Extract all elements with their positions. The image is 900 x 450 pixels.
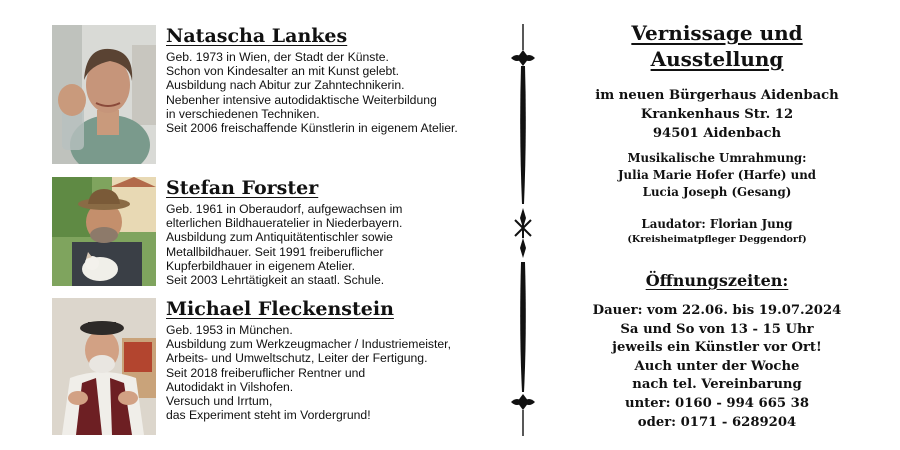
artist-description [166,202,506,287]
event-title [560,20,874,72]
bio-line: Geb. 1953 in München. [166,323,293,337]
opening-hours [560,302,874,432]
artist-photo-stefan [52,177,156,286]
venue-line: 94501 Aidenbach [652,126,782,141]
bio-line: Autodidakt in Vilshofen. [166,379,294,394]
event-laudator [560,216,874,247]
artist-description [166,50,506,135]
artist-bio [166,177,506,287]
laudator-note: (Kreisheimatpfleger Deggendorf) [627,234,807,245]
hours-line: Sa und So von 13 - 15 Uhr [620,321,814,337]
bio-line: Seit 2003 Lehrtätigkeit an staatl. Schule. [166,273,385,288]
artist-name: Michael Fleckenstein [166,298,394,320]
bio-line: Nebenher intensive autodidaktische Weiterbildung [166,92,437,107]
hours-line: Dauer: vom 22.06. bis 19.07.2024 [592,303,842,318]
artist-name: Natascha Lankes [166,25,348,47]
ornamental-divider [509,22,537,438]
bio-line: Arbeits- und Umweltschutz, Leiter der Fertigung. [166,351,428,366]
hours-line: jeweils ein Künstler vor Ort! [612,340,822,356]
bio-line: Kupferbildhauer in eigenem Atelier. [166,258,356,273]
bio-line: das Experiment steht im Vordergrund! [166,408,371,423]
bio-line: Geb. 1961 in Oberaudorf, aufgewachsen im [166,202,403,216]
hours-line: nach tel. Vereinbarung [632,377,802,393]
bio-line: Versuch und Irrtum, [166,394,273,409]
event-title-line: Ausstellung [650,47,784,71]
bio-line: elterlichen Bildhaueratelier in Niederbayern. [166,216,403,231]
artist-photo-michael [52,298,156,435]
bio-line: Ausbildung zum Antiquitätentischler sowie [166,230,393,245]
music-line: Lucia Joseph (Gesang) [642,185,792,199]
event-music [560,150,874,201]
artist-description [166,323,506,422]
bio-line: Seit 2006 freischaffende Künstlerin in eigenem Atelier. [166,121,458,136]
artist-bio [166,298,506,422]
venue-line: im neuen Bürgerhaus Aidenbach [595,88,839,103]
artist-michael-fleckenstein [52,298,512,435]
phone-line: unter: 0160 - 994 665 38 [624,395,809,411]
music-line: Julia Marie Hofer (Harfe) und [617,168,817,182]
bio-line: Schon von Kindesalter an mit Kunst gelebt. [166,64,400,79]
bio-line: Ausbildung nach Abitur zur Zahntechnikerin. [166,78,405,93]
artist-name: Stefan Forster [166,177,319,199]
bio-line: Ausbildung zum Werkzeugmacher / Industriemeister, [166,337,451,352]
laudator-name: Laudator: Florian Jung [641,217,793,231]
hours-line: Auch unter der Woche [634,358,800,374]
artist-bio [166,25,506,135]
event-title-line: Vernissage und [631,21,803,45]
artist-stefan-forster [52,177,512,287]
venue-line: Krankenhaus Str. 12 [640,107,794,122]
opening-hours-heading: Öffnungszeiten: [645,271,789,290]
bio-line: Geb. 1973 in Wien, der Stadt der Künste. [166,50,389,64]
music-line: Musikalische Umrahmung: [627,151,807,165]
artist-natascha-lankes [52,25,512,165]
bio-line: Seit 2018 freiberuflicher Rentner und [166,365,366,380]
artist-photo-natascha [52,25,156,164]
bio-line: in verschiedenen Techniken. [166,106,320,121]
bio-line: Metallbildhauer. Seit 1991 freiberuflicher [166,244,384,259]
event-venue [560,86,874,143]
phone-line: oder: 0171 - 6289204 [637,414,797,430]
